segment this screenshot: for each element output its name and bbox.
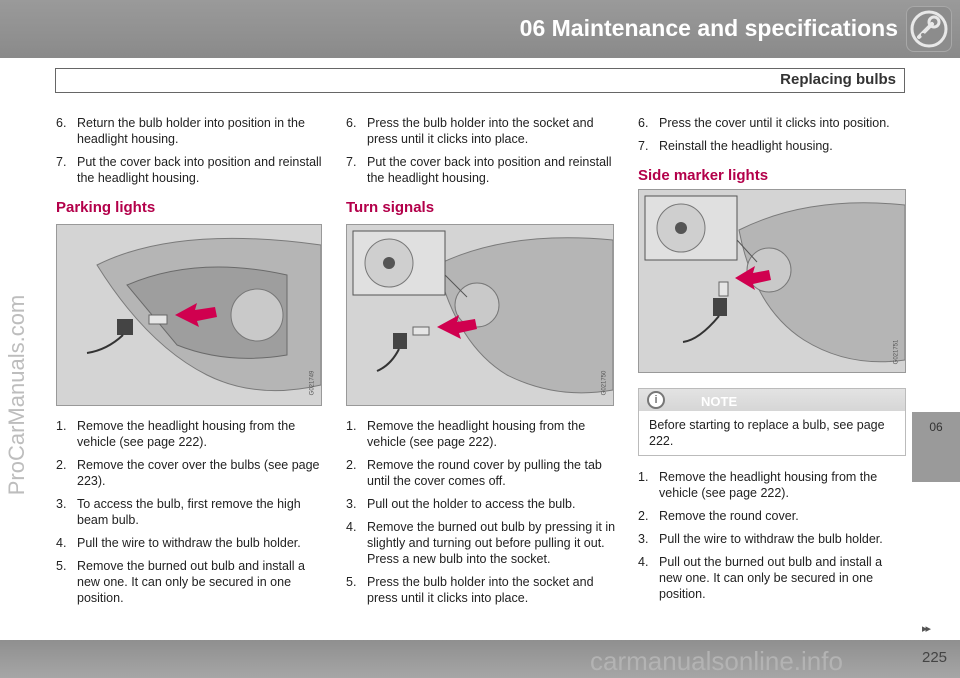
step-number: 2. xyxy=(346,458,357,472)
list-item xyxy=(56,457,324,489)
headlight-drawing xyxy=(639,190,905,372)
list-item xyxy=(346,115,616,147)
chapter-tab xyxy=(912,412,960,482)
step-number: 2. xyxy=(56,458,67,472)
section-bar xyxy=(55,68,905,93)
step-text: Press the cover until it clicks into position. xyxy=(659,116,890,130)
page-header xyxy=(0,0,960,58)
col3-steps xyxy=(638,469,908,602)
note-header xyxy=(639,389,905,411)
list-item xyxy=(56,535,324,551)
figure-code: G021751 xyxy=(893,339,900,365)
step-text: Put the cover back into position and reinstall the headlight housing. xyxy=(367,155,612,185)
list-item xyxy=(638,554,908,602)
list-item xyxy=(638,115,908,131)
step-text: Pull out the burned out bulb and install a new one. It can only be secured in one position. xyxy=(659,555,883,601)
footer-watermark: carmanualsonline.info xyxy=(590,646,843,676)
chapter-title: 06 Maintenance and specifications xyxy=(519,15,898,41)
step-number: 1. xyxy=(346,419,357,433)
step-text: Remove the burned out bulb by pressing it in slightly and turning out before pulling it out. Press a new bulb into the socket. xyxy=(367,520,616,566)
figure-code: G021750 xyxy=(601,370,608,396)
step-text: Remove the headlight housing from the vehicle (see page 222). xyxy=(659,470,878,500)
list-item xyxy=(638,469,908,501)
column-turn-signals xyxy=(346,115,616,613)
col3-top-steps xyxy=(638,115,908,154)
list-item xyxy=(638,508,908,524)
continued-marker: ▸▸ xyxy=(922,623,930,635)
list-item xyxy=(56,496,324,528)
step-text: Remove the cover over the bulbs (see page 223). xyxy=(77,458,320,488)
list-item xyxy=(56,154,324,186)
step-text: Pull the wire to withdraw the bulb holder. xyxy=(77,536,301,550)
headlight-drawing xyxy=(347,225,613,405)
column-parking-lights xyxy=(56,115,324,613)
list-item xyxy=(56,418,324,450)
heading-side-marker-lights: Side marker lights xyxy=(638,167,769,184)
list-item xyxy=(638,531,908,547)
heading-parking-lights: Parking lights xyxy=(56,199,156,216)
page-number: 225 xyxy=(922,649,948,666)
step-number: 7. xyxy=(346,155,357,169)
step-text: Remove the round cover. xyxy=(659,509,799,523)
side-watermark xyxy=(2,294,32,496)
headlight-drawing xyxy=(57,225,321,405)
list-item xyxy=(346,496,616,512)
step-number: 1. xyxy=(638,470,649,484)
turn-signals-illustration xyxy=(346,224,614,406)
list-item xyxy=(346,519,616,567)
list-item xyxy=(346,154,616,186)
col2-top-steps xyxy=(346,115,616,186)
list-item xyxy=(56,115,324,147)
step-number: 6. xyxy=(638,116,649,130)
wrench-icon xyxy=(906,6,952,52)
figure-code: G021749 xyxy=(309,370,316,396)
step-text: Put the cover back into position and reinstall the headlight housing. xyxy=(77,155,322,185)
col1-steps xyxy=(56,418,324,606)
step-number: 1. xyxy=(56,419,67,433)
note-title: NOTE xyxy=(701,394,738,409)
parking-lights-illustration xyxy=(56,224,322,406)
step-text: Remove the headlight housing from the vehicle (see page 222). xyxy=(77,419,296,449)
step-number: 3. xyxy=(56,497,67,511)
step-text: Remove the burned out bulb and install a new one. It can only be secured in one position. xyxy=(77,559,305,605)
step-number: 5. xyxy=(346,575,357,589)
step-number: 3. xyxy=(638,532,649,546)
heading-turn-signals: Turn signals xyxy=(346,199,435,216)
list-item xyxy=(346,574,616,606)
step-number: 5. xyxy=(56,559,67,573)
step-number: 2. xyxy=(638,509,649,523)
step-text: Press the bulb holder into the socket and press until it clicks into place. xyxy=(367,575,594,605)
step-number: 6. xyxy=(56,116,67,130)
chapter-tab-label: 06 xyxy=(929,420,943,434)
page-footer xyxy=(0,640,960,678)
step-text: Reinstall the headlight housing. xyxy=(659,139,833,153)
col2-steps xyxy=(346,418,616,606)
section-title: Replacing bulbs xyxy=(780,71,896,88)
list-item xyxy=(638,138,908,154)
step-text: Remove the headlight housing from the vehicle (see page 222). xyxy=(367,419,586,449)
step-number: 3. xyxy=(346,497,357,511)
step-number: 7. xyxy=(56,155,67,169)
step-number: 4. xyxy=(346,520,357,534)
column-side-marker-lights xyxy=(638,115,908,609)
note-box xyxy=(638,388,906,456)
step-text: Remove the round cover by pulling the tab until the cover comes off. xyxy=(367,458,602,488)
info-icon: i xyxy=(647,391,665,409)
step-text: Press the bulb holder into the socket and press until it clicks into place. xyxy=(367,116,594,146)
list-item xyxy=(56,558,324,606)
step-number: 7. xyxy=(638,139,649,153)
step-text: Pull the wire to withdraw the bulb holder. xyxy=(659,532,883,546)
col1-top-steps xyxy=(56,115,324,186)
step-text: Return the bulb holder into position in the headlight housing. xyxy=(77,116,305,146)
note-text: Before starting to replace a bulb, see page 222. xyxy=(649,418,885,448)
list-item xyxy=(346,457,616,489)
side-marker-illustration xyxy=(638,189,906,373)
step-number: 4. xyxy=(638,555,649,569)
step-number: 6. xyxy=(346,116,357,130)
step-text: Pull out the holder to access the bulb. xyxy=(367,497,576,511)
step-text: To access the bulb, first remove the high beam bulb. xyxy=(77,497,301,527)
step-number: 4. xyxy=(56,536,67,550)
side-watermark-text: ProCarManuals.com xyxy=(4,294,29,496)
list-item xyxy=(346,418,616,450)
